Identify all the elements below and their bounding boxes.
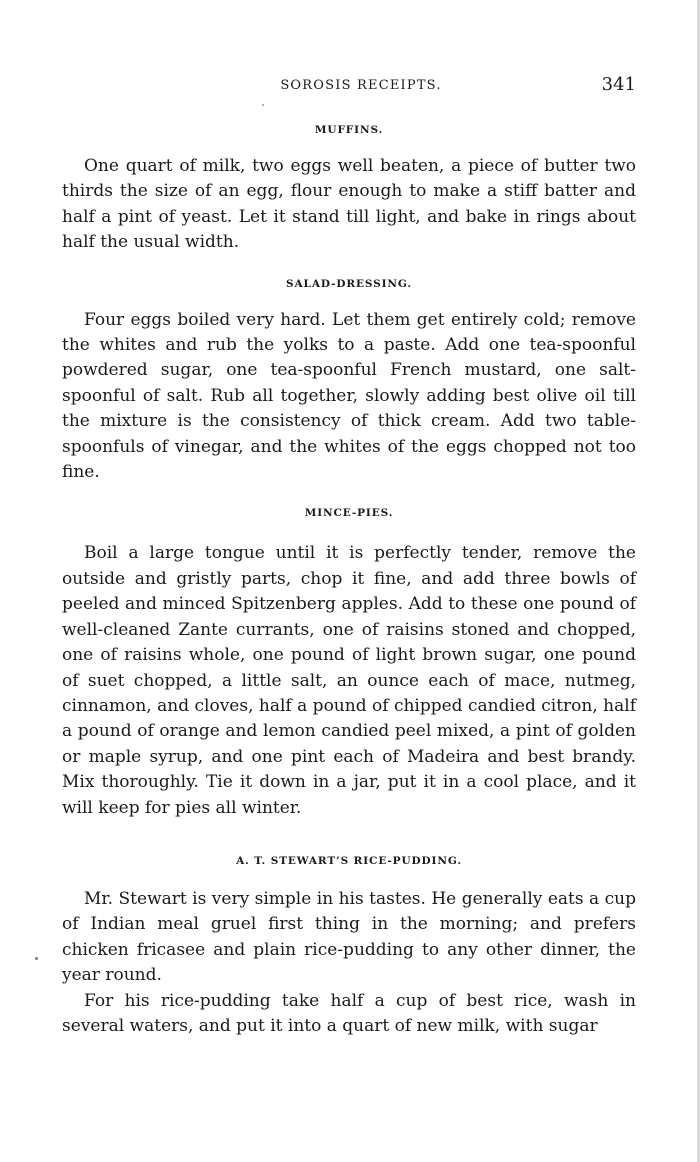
recipe-mince-pies (62, 505, 636, 820)
recipe-paragraph: Mr. Stewart is very simple in his tastes. He generally eats a cup of Indian meal gruel first thing in the morning; and prefers chicken fricasee and plain rice-pudding to any other dinner, the year round. (62, 888, 636, 986)
page-body (62, 122, 636, 1039)
page-header (62, 74, 636, 100)
recipe-paragraph: Four eggs boiled very hard. Let them get entirely cold; remove the whites and rub the yolks to a paste. Add one tea-spoonful powdered sugar, one tea-spoonful French mustard, one salt-spoonful of salt. Rub all together, slowly adding best olive oil till the mixture is the consistency of thick cream. Add two table-spoonfuls of vinegar, and the whites of the eggs chopped not too fine. (62, 309, 636, 483)
print-speck (262, 104, 264, 106)
recipe-salad-dressing (62, 276, 636, 486)
running-title: SOROSIS RECEIPTS. (280, 78, 442, 93)
section-heading: SALAD-DRESSING. (286, 277, 412, 290)
section-heading: MINCE-PIES. (304, 507, 394, 520)
section-heading: A. T. STEWART’S RICE-PUDDING. (236, 854, 462, 867)
section-heading: MUFFINS. (314, 124, 384, 136)
page-number: 341 (601, 74, 636, 95)
recipe-muffins (62, 122, 636, 256)
margin-mark (35, 957, 38, 960)
recipe-paragraph: Boil a large tongue until it is perfectly tender, remove the outside and gristly parts, chop it fine, and add three bowls of peeled and minced Spitzenberg apples. Add to these one pound of well-cleaned Zante currants, one of raisins stoned and chopped, one of raisins whole, one pound of light brown sugar, one pound of suet chopped, a little salt, an ounce each of mace, nutmeg, cinnamon, and cloves, half a pound of chipped candied citron, half a pound of orange and lemon candied peel mixed, a pint of golden or maple syrup, and one pint each of Madeira and best brandy. Mix thoroughly. Tie it down in a jar, put it in a cool place, and it will keep for pies all winter. (62, 543, 636, 818)
recipe-stewart-rice-pudding (62, 853, 636, 1039)
recipe-paragraph: For his rice-pudding take half a cup of best rice, wash in several waters, and put it into a quart of new milk, with sugar (62, 990, 636, 1036)
recipe-paragraph: One quart of milk, two eggs well beaten, a piece of butter two thirds the size of an egg, flour enough to make a stiff batter and half a pint of yeast. Let it stand till light, and bake in rings about half the usual width. (62, 156, 636, 253)
